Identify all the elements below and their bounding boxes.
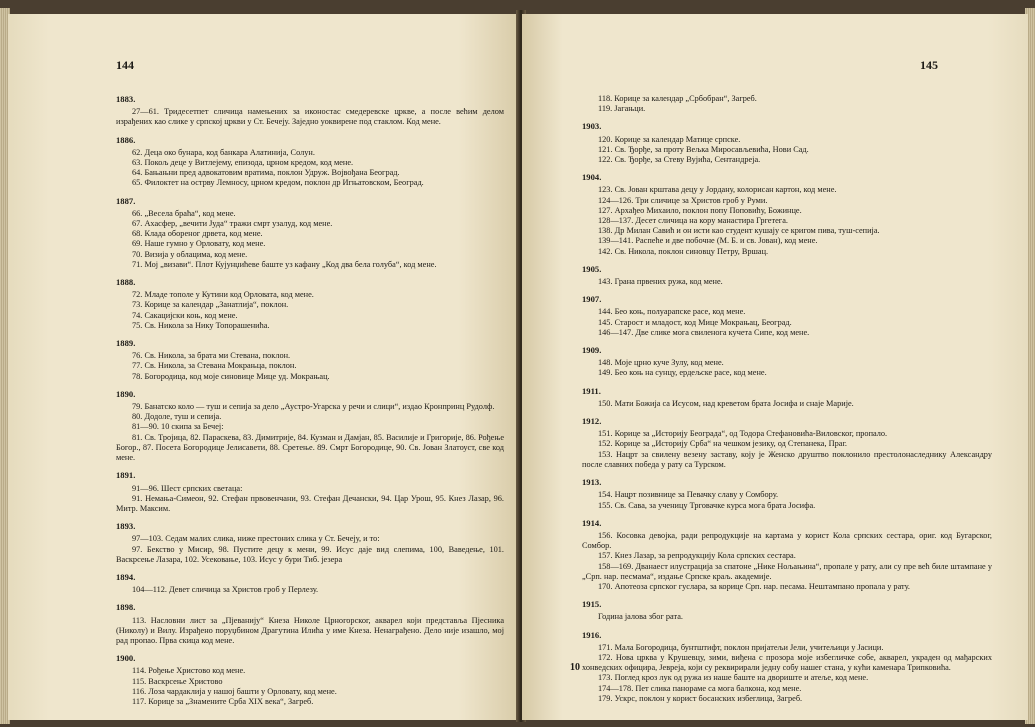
- year-heading: 1891.: [116, 470, 136, 481]
- catalog-entry: 73. Корице за календар „Занатлија“, поклон.: [132, 300, 289, 310]
- catalog-entry: 91. Немања-Симеон, 92. Стефан првовенчани, 93. Стефан Дечански, 94. Цар Урош, 95. Кнез Лазар, 96. Митр. Максим.: [116, 493, 504, 513]
- year-heading: 1900.: [116, 653, 136, 664]
- catalog-entry: 78. Богородица, код моје синовице Мице уд. Мокрањац.: [132, 371, 330, 381]
- catalog-entry: 128—137. Десет сличица на кору манастира Гргетега.: [598, 216, 788, 226]
- catalog-entry: 79. Банатско коло — туш и сепија за дело „Аустро-Угарска у речи и слици“, издао Кронпринц Рудолф.: [132, 402, 495, 412]
- catalog-entry: Година јалова због рата.: [598, 612, 683, 622]
- catalog-entry: 173. Поглед кроз лук од ружа из наше баште на двориште и атеље, код мене.: [598, 673, 869, 683]
- catalog-entry: 62. Деца око бунара, код банкара Алатинија, Солун.: [132, 147, 315, 157]
- catalog-entry: 146—147. Две слике мога свиленога кучета Сипе, код мене.: [598, 327, 810, 337]
- catalog-entry: 142. Св. Никола, поклон синовцу Петру, Вршац.: [598, 246, 769, 256]
- catalog-entry: 149. Бео коњ на сунцу, ердељске расе, код мене.: [598, 368, 767, 378]
- catalog-entry: 172. Нова црква у Крушевцу, зими, виђена с прозора моје избегличке собе, акварел, украден од мађарских хонведских официра, Јеврејa, који су реквирирали једну собу нашег стана, у кући каменара Трипковића.: [582, 652, 992, 673]
- year-heading: 1894.: [116, 571, 136, 582]
- page-number-left: 144: [116, 58, 134, 72]
- catalog-entry: 153. Нацрт за свилену везену заставу, коју је Женско друштво поклонило престолонаследнику Александру после славних победа у рату са Турском.: [582, 449, 992, 469]
- catalog-entry: 27—61. Тридесетпет сличица намењених за иконостас смедеревске цркве, а после већим делом израђених као слике у српској цркви у Ст. Бечеју. Заједно уоквирене под стаклом. Код мене.: [116, 107, 504, 127]
- catalog-entry: 80. Додоле, туш и сепија.: [132, 412, 222, 422]
- year-heading: 1888.: [116, 277, 136, 288]
- year-heading: 1909.: [582, 345, 602, 356]
- year-heading: 1886.: [116, 134, 136, 145]
- catalog-entry: 123. Св. Јован крштава децу у Јордану, колорисан картон, код мене.: [598, 185, 837, 195]
- left-page-content: [116, 94, 504, 707]
- year-heading: 1904.: [582, 172, 602, 183]
- year-heading: 1889.: [116, 338, 136, 349]
- catalog-entry: 179. Ускрс, поклон у корист босанских избеглица, Загреб.: [598, 693, 803, 703]
- catalog-entry: 156. Косовка девојка, ради репродукције на картама у корист Кола српских сестара, ориг. код Бугарског, Сомбор.: [582, 530, 992, 551]
- catalog-entry: 113. Насловни лист за „Пјеванију“ Кнеза Николе Црногорског, акварел који представља Пјесника (Николу) и Вилу. Израђено поруџбином Драгутина Илића у име Кнеза. Ненаграђено. Дело није изашло, мој рад пропао. Прва скица код мене.: [116, 615, 504, 645]
- right-page-content: [582, 94, 992, 704]
- catalog-entry: 114. Рођење Христово код мене.: [132, 666, 246, 676]
- catalog-entry: 152. Корице за „Историју Срба“ на чешком језику, од Степанека, Праг.: [598, 439, 847, 449]
- catalog-entry: 139—141. Распеће и две побочне (М. Б. и св. Јован), код мене.: [598, 236, 818, 246]
- catalog-entry: 81. Св. Тројица, 82. Параскева, 83. Димитрије, 84. Кузман и Дамјан, 85. Василије и Григорије, 86. Рођење Богор., 87. Посета Богородице Јелисавети, 88. Сретење. 89. Смрт Богородице, 90. Св. Јован Златоуст, све код мене.: [116, 432, 504, 463]
- catalog-entry: 75. Св. Никола за Нику Топорашенића.: [132, 320, 270, 330]
- catalog-entry: 155. Св. Сава, за ученицу Трговачке курса мога брата Јосифа.: [598, 500, 816, 510]
- year-heading: 1898.: [116, 602, 136, 613]
- catalog-entry: 151. Корице за „Историју Београда“, од Тодора Стефановића-Виловског, пропало.: [598, 429, 888, 439]
- year-heading: 1887.: [116, 195, 136, 206]
- catalog-entry: 158—169. Дванаест илустрација за спатоне „Нике Нољањина“, пропале у рату, али су пре већ биле штампане у „Срп. нар. песмама“, издање Српске краљ. академије.: [582, 561, 992, 581]
- catalog-entry: 143. Грана првених ружа, код мене.: [598, 277, 723, 287]
- right-page: [522, 14, 1028, 720]
- catalog-entry: 116. Лоза чардаклија у нашој башти у Орловату, код мене.: [132, 686, 337, 696]
- catalog-entry: 115. Васкрсење Христово: [132, 676, 223, 686]
- year-heading: 1915.: [582, 599, 602, 610]
- year-heading: 1890.: [116, 388, 136, 399]
- year-heading: 1914.: [582, 517, 602, 528]
- catalog-entry: 104—112. Девет сличица за Христов гроб у Перлезу.: [132, 585, 319, 595]
- page-number-right: 145: [920, 58, 938, 72]
- year-heading: 1913.: [582, 477, 602, 488]
- catalog-entry: 77. Св. Никола, за Стевана Мокрањца, поклон.: [132, 361, 297, 371]
- catalog-entry: 120. Корице за календар Матице српске.: [598, 134, 741, 144]
- catalog-entry: 124—126. Три сличице за Христов гроб у Руми.: [598, 195, 768, 205]
- catalog-entry: 121. Св. Ђорђе, за проту Вељка Миросављевића, Нови Сад.: [598, 144, 809, 154]
- catalog-entry: 68. Клада обореног дрвета, код мене.: [132, 229, 263, 239]
- catalog-entry: 174—178. Пет слика панораме са мога балкона, код мене.: [598, 683, 802, 693]
- year-heading: 1907.: [582, 294, 602, 305]
- catalog-entry: 118. Корице за календар „Србобран“, Загреб.: [598, 94, 757, 103]
- footer-number: 10: [570, 662, 580, 673]
- year-heading: 1916.: [582, 629, 602, 640]
- catalog-entry: 81—90. 10 скипа за Бечеј:: [132, 422, 224, 432]
- catalog-entry: 63. Покољ деце у Витлејему, епизода, црном кредом, код мене.: [132, 158, 354, 168]
- catalog-entry: 69. Наше гумно у Орловату, код мене.: [132, 239, 266, 249]
- catalog-entry: 144. Бео коњ, полуарапске расе, код мене.: [598, 307, 746, 317]
- catalog-entry: 97. Бекство у Мисир, 98. Пустите децу к мени, 99. Исус даје вид слепима, 100, Ваведење, 101. Васкрсење Лазара, 102. Усековање, 103. Исус у бури Тиб. језера: [116, 544, 504, 564]
- catalog-entry: 71. Мој „визави“. Плот Кујунџићеве баште уз кафану „Код два бела голуба“, код мене.: [132, 259, 437, 269]
- catalog-entry: 154. Нацрт позивнице за Певачку славу у Сомбору.: [598, 490, 779, 500]
- catalog-entry: 122. Св. Ђорђе, за Стеву Вујића, Сентандреја.: [598, 155, 761, 165]
- catalog-entry: 119. Јагањци.: [598, 104, 646, 114]
- catalog-entry: 138. Др Милан Савић и он исти као студент кушају се кригом пива, туш-сепија.: [598, 226, 880, 236]
- year-heading: 1903.: [582, 121, 602, 132]
- year-heading: 1893.: [116, 521, 136, 532]
- catalog-entry: 148. Моје црно куче Зулу, код мене.: [598, 358, 724, 368]
- catalog-entry: 170. Апотеоза српског гуслара, за корице Срп. нар. песама. Нештампано пропала у рату.: [598, 581, 910, 591]
- year-heading: 1883.: [116, 94, 136, 104]
- catalog-entry: 117. Корице за „Знамените Срба XIX века“, Загреб.: [132, 696, 314, 706]
- catalog-entry: 127. Архађео Михаило, поклон попу Поповићу, Божинце.: [598, 205, 802, 215]
- catalog-entry: 76. Св. Никола, за брата ми Стевана, поклон.: [132, 351, 291, 361]
- catalog-entry: 65. Филоктет на острву Лемносу, црном кредом, поклон др Игњатовском, Београд.: [132, 178, 424, 188]
- left-page: [8, 14, 520, 720]
- catalog-entry: 150. Мати Божија са Исусом, над креветом брата Јосифа и снаје Марије.: [598, 398, 854, 408]
- catalog-entry: 67. Ахасфер, „вечити Јуда“ тражи смрт узалуд, код мене.: [132, 219, 333, 229]
- catalog-entry: 74. Сакацијски коњ, код мене.: [132, 310, 238, 320]
- year-heading: 1912.: [582, 416, 602, 427]
- year-heading: 1911.: [582, 385, 601, 396]
- catalog-entry: 157. Кнез Лазар, за репродукцију Кола српских сестара.: [598, 551, 796, 561]
- catalog-entry: 91—96. Шест српских светаца:: [132, 483, 243, 493]
- catalog-entry: 66. „Весела браћа“, код мене.: [132, 208, 236, 218]
- year-heading: 1905.: [582, 263, 602, 274]
- catalog-entry: 97—103. Седам малих слика, ниже престоних слика у Ст. Бечеју, и то:: [132, 534, 380, 544]
- catalog-entry: 72. Младе тополе у Кутини код Орловата, код мене.: [132, 290, 314, 300]
- catalog-entry: 70. Визија у облацима, код мене.: [132, 249, 248, 259]
- catalog-entry: 171. Мала Богородица, бунтштифт, поклон пријатељи Јели, учитељици у Јасици.: [598, 642, 884, 652]
- catalog-entry: 64. Бањањни пред адвокатовим вратима, поклон Удруж. Војвођана Београд.: [132, 168, 400, 178]
- catalog-entry: 145. Старост и младост, код Мице Мокрањац, Београд.: [598, 317, 792, 327]
